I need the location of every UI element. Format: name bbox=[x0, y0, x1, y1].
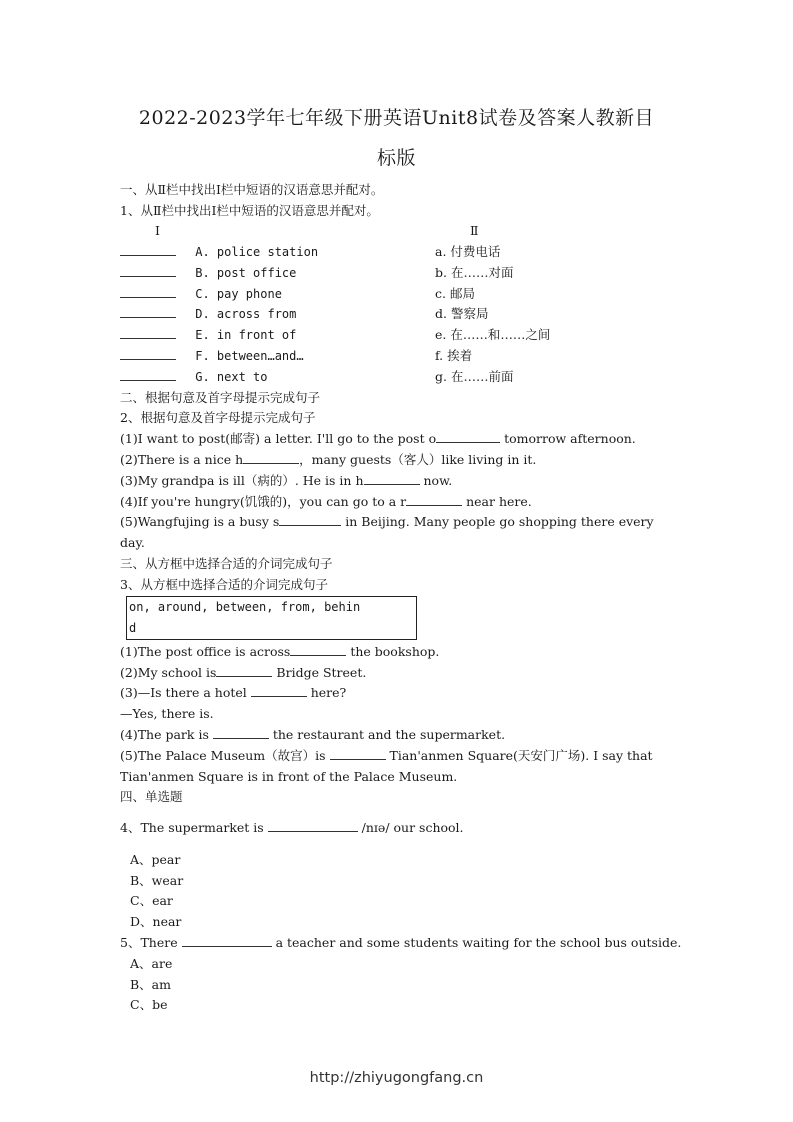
word-box-line: on, around, between, from, behin bbox=[129, 600, 361, 614]
item-text: tomorrow afternoon. bbox=[500, 431, 636, 446]
fill-in-item bbox=[120, 747, 653, 765]
match-right-item: e. 在……和……之间 bbox=[435, 327, 551, 342]
q5-option[interactable]: C、be bbox=[130, 997, 168, 1012]
question-4 bbox=[120, 819, 464, 837]
item-text: (3)My grandpa is ill（病的）. He is in h bbox=[120, 473, 364, 488]
item-text: (2)My school is bbox=[120, 665, 217, 680]
fill-in-item bbox=[120, 643, 439, 661]
footer-url[interactable]: http://zhiyugongfang.cn bbox=[309, 1070, 484, 1086]
item-text: the bookshop. bbox=[346, 644, 440, 659]
match-row bbox=[120, 243, 318, 261]
section-4-heading: 四、单选题 bbox=[120, 789, 183, 804]
section-2-heading: 二、根据句意及首字母提示完成句子 bbox=[120, 390, 321, 405]
match-left-item: B. post office bbox=[195, 266, 297, 280]
fill-in-item bbox=[120, 472, 452, 490]
answer-blank[interactable] bbox=[120, 368, 176, 381]
match-left-item: G. next to bbox=[195, 370, 268, 384]
item-text: the restaurant and the supermarket. bbox=[268, 727, 506, 742]
item-text: near here. bbox=[462, 494, 532, 509]
item-text: /nɪə/ our school. bbox=[357, 820, 464, 835]
q4-option[interactable]: D、near bbox=[130, 914, 182, 929]
answer-blank[interactable] bbox=[436, 430, 500, 443]
question-3-heading: 3、从方框中选择合适的介词完成句子 bbox=[120, 577, 328, 592]
answer-blank[interactable] bbox=[290, 643, 346, 656]
match-right-item: b. 在……对面 bbox=[435, 265, 514, 280]
match-left-item: C. pay phone bbox=[195, 287, 282, 301]
item-text: (4)The park is bbox=[120, 727, 213, 742]
fill-in-item bbox=[120, 664, 366, 682]
answer-blank[interactable] bbox=[216, 664, 272, 677]
item-text: 4、The supermarket is bbox=[120, 820, 268, 835]
dialog-answer: —Yes, there is. bbox=[120, 706, 214, 721]
fill-in-item bbox=[120, 451, 536, 469]
fill-in-item bbox=[120, 726, 505, 744]
item-text: Bridge Street. bbox=[272, 665, 367, 680]
match-row bbox=[120, 347, 304, 365]
match-right-item: f. 挨着 bbox=[435, 348, 473, 363]
answer-blank[interactable] bbox=[268, 819, 358, 832]
item-text: Tian'anmen Square(天安门广场). I say that bbox=[385, 748, 653, 763]
match-right-item: c. 邮局 bbox=[435, 286, 475, 301]
answer-blank[interactable] bbox=[213, 726, 269, 739]
match-left-item: D. across from bbox=[195, 307, 297, 321]
section-1-heading: 一、从Ⅱ栏中找出Ⅰ栏中短语的汉语意思并配对。 bbox=[120, 182, 384, 197]
answer-blank[interactable] bbox=[330, 747, 386, 760]
column-1-label: Ⅰ bbox=[155, 223, 160, 238]
item-text: (4)If you're hungry(饥饿的)，you can go to a r bbox=[120, 494, 407, 509]
q4-option[interactable]: B、wear bbox=[130, 873, 184, 888]
column-2-label: Ⅱ bbox=[470, 223, 479, 238]
match-left-item: F. between…and… bbox=[195, 349, 304, 363]
item-text: (5)The Palace Museum（故宫）is bbox=[120, 748, 330, 763]
word-box bbox=[126, 596, 417, 640]
answer-blank[interactable] bbox=[120, 347, 176, 360]
question-5 bbox=[120, 934, 681, 952]
item-text: (1)The post office is across bbox=[120, 644, 291, 659]
answer-blank[interactable] bbox=[251, 684, 307, 697]
answer-blank[interactable] bbox=[243, 451, 299, 464]
match-row bbox=[120, 264, 296, 282]
match-row bbox=[120, 326, 296, 344]
page-title-line1: 2022-2023学年七年级下册英语Unit8试卷及答案人教新目 bbox=[138, 107, 655, 129]
answer-blank[interactable] bbox=[182, 934, 272, 947]
item-text: now. bbox=[419, 473, 453, 488]
answer-blank[interactable] bbox=[120, 264, 176, 277]
answer-blank[interactable] bbox=[120, 305, 176, 318]
fill-in-item-continued: Tian'anmen Square is in front of the Palace Museum. bbox=[120, 769, 458, 784]
q4-option[interactable]: A、pear bbox=[130, 852, 181, 867]
fill-in-item bbox=[120, 430, 636, 448]
question-1-heading: 1、从Ⅱ栏中找出Ⅰ栏中短语的汉语意思并配对。 bbox=[120, 203, 379, 218]
word-box-line: d bbox=[129, 621, 137, 635]
match-row bbox=[120, 305, 296, 323]
item-text: (5)Wangfujing is a busy s bbox=[120, 514, 280, 529]
section-3-heading: 三、从方框中选择合适的介词完成句子 bbox=[120, 556, 333, 571]
item-text: 5、There bbox=[120, 935, 182, 950]
item-text: (3)—Is there a hotel bbox=[120, 685, 251, 700]
item-text: in Beijing. Many people go shopping there every bbox=[341, 514, 654, 529]
question-2-heading: 2、根据句意及首字母提示完成句子 bbox=[120, 410, 316, 425]
answer-blank[interactable] bbox=[364, 472, 420, 485]
match-right-item: g. 在……前面 bbox=[435, 369, 514, 384]
fill-in-item bbox=[120, 493, 532, 511]
match-left-item: A. police station bbox=[195, 245, 319, 259]
q5-option[interactable]: A、are bbox=[130, 956, 173, 971]
q4-option[interactable]: C、ear bbox=[130, 893, 173, 908]
answer-blank[interactable] bbox=[406, 493, 462, 506]
item-text: (1)I want to post(邮寄) a letter. I'll go to the post o bbox=[120, 431, 437, 446]
item-text: (2)There is a nice h bbox=[120, 452, 244, 467]
answer-blank[interactable] bbox=[120, 243, 176, 256]
answer-blank[interactable] bbox=[120, 326, 176, 339]
match-right-item: d. 警察局 bbox=[435, 306, 489, 321]
match-row bbox=[120, 368, 267, 386]
match-row bbox=[120, 285, 282, 303]
q5-option[interactable]: B、am bbox=[130, 977, 171, 992]
fill-in-item bbox=[120, 513, 654, 531]
answer-blank[interactable] bbox=[120, 285, 176, 298]
fill-in-item bbox=[120, 684, 346, 702]
page-title-line2: 标版 bbox=[376, 147, 416, 169]
item-text: a teacher and some students waiting for the school bus outside. bbox=[271, 935, 682, 950]
answer-blank[interactable] bbox=[279, 513, 341, 526]
match-right-item: a. 付费电话 bbox=[435, 244, 501, 259]
fill-in-item-continued: day. bbox=[120, 535, 145, 550]
match-left-item: E. in front of bbox=[195, 328, 297, 342]
item-text: here? bbox=[306, 685, 347, 700]
item-text: ，many guests（客人）like living in it. bbox=[299, 452, 537, 467]
